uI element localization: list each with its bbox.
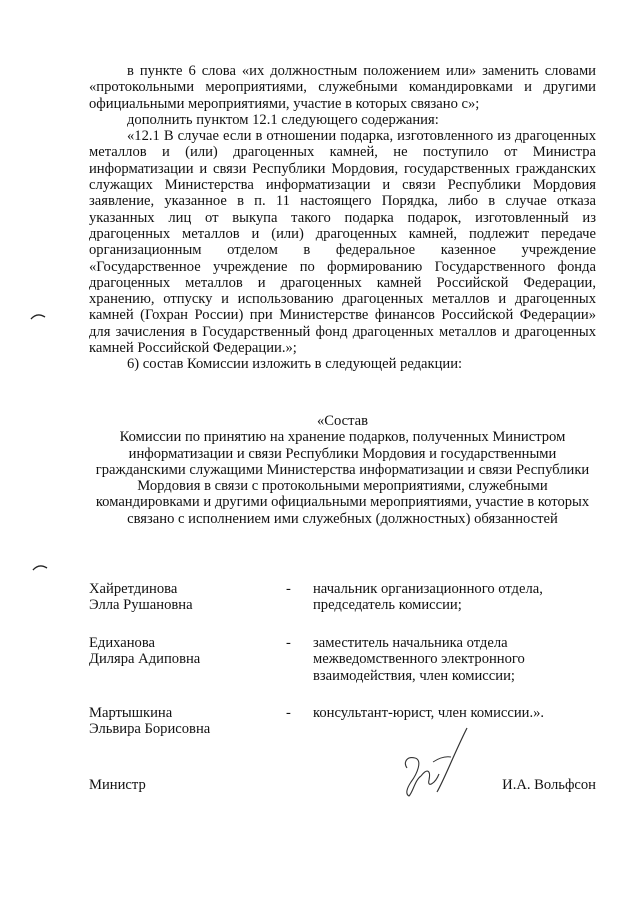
member-role-line: взаимодействия, член комиссии; [313,667,515,684]
member-name [89,705,289,738]
member-surname: Едиханова [89,635,156,651]
member-given-names: Диляра Адиповна [89,651,201,668]
member-surname: Хайретдинова [89,581,178,597]
signatory-position: Министр [89,777,146,793]
member-role-line: начальник организационного отдела, [313,581,543,597]
commission-title [89,413,596,527]
member-role-line: межведомственного электронного [313,651,525,668]
paragraph-composition: 6) состав Комиссии изложить в следующей редакции: [127,356,463,373]
composition-heading: «Состав [316,413,369,429]
member-role-line: консультант-юрист, член комиссии.». [313,705,545,721]
member-role [313,705,598,721]
member-dash: - [286,581,291,597]
signatory-name: И.А. Вольфсон [502,777,596,793]
member-dash: - [286,705,291,721]
member-role-line: заместитель начальника отдела [313,635,508,651]
member-name [89,635,289,668]
punch-hole-mark [30,311,46,321]
member-given-names: Элла Рушановна [89,597,193,614]
member-given-names: Эльвира Борисовна [89,721,211,738]
paragraph-item-6: в пункте 6 слова «их должностным положением или» заменить словами «протокольными мероприятиями, служебными командировками и другими официальными мероприятиями, участие в которых связано с»; [89,63,596,112]
amendment-text [89,63,596,373]
composition-subtitle: Комиссии по принятию на хранение подарков, полученных Министром информатизации и связи Республики Мордовия и государственными гражданскими служащими Министерства информатизации и связи Республики Мордовия в связи с протокольными мероприятиями, служебными командировками и другими официальными мероприятиями, участие в которых связано с исполнением ими служебных (должностных) обязанностей [95,429,590,527]
handwritten-signature [393,722,475,804]
member-surname: Мартышкина [89,705,173,721]
paragraph-add-12-1: дополнить пунктом 12.1 следующего содержания: [127,111,439,128]
member-role [313,635,598,684]
punch-hole-mark [32,562,48,572]
member-role-line: председатель комиссии; [313,597,462,614]
member-name [89,581,289,614]
paragraph-12-1-text: «12.1 В случае если в отношении подарка, изготовленного из драгоценных металлов и (или) драгоценных камней, не поступило от Министра информатизации и связи Республики Мордовия, государственных гражданских служащих Министерства информатизации и связи Республики Мордовия заявление, указанное в п. 11 настоящего Порядка, либо в случае отказа указанных лиц от выкупа такого подарка подарок, изготовленный из драгоценных металлов и (или) драгоценных камней, подлежит передаче организационным отделом в федеральное казенное учреждение «Государственное учреждение по формированию Государственного фонда драгоценных металлов и драгоценных камней Российской Федерации, хранению, отпуску и использованию драгоценных металлов и драгоценных камней (Гохран России) при Министерстве финансов Российской Федерации» для зачисления в Государственный фонд драгоценных металлов и драгоценных камней Российской Федерации.»; [89,128,596,357]
member-dash: - [286,635,291,651]
member-role [313,581,598,614]
